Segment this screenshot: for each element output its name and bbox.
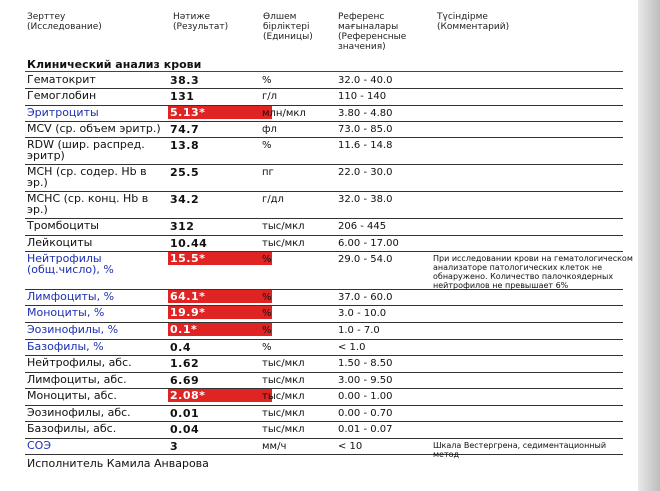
reference-range: 6.00 - 17.00 bbox=[338, 238, 399, 249]
result-unit: тыс/мкл bbox=[262, 238, 305, 249]
table-row bbox=[25, 305, 623, 323]
reference-range: 0.00 - 1.00 bbox=[338, 391, 393, 402]
result-value: 25.5 bbox=[170, 166, 200, 179]
table-row bbox=[25, 251, 633, 290]
table-row bbox=[25, 289, 623, 306]
col-header-result: Нәтиже (Результат) bbox=[173, 12, 229, 32]
reference-range: 3.80 - 4.80 bbox=[338, 108, 393, 119]
result-unit: тыс/мкл bbox=[262, 358, 305, 369]
test-name: Тромбоциты bbox=[27, 219, 99, 232]
table-row bbox=[25, 372, 623, 389]
result-value: 0.01 bbox=[170, 407, 200, 420]
flagged-result-value: 0.1* bbox=[168, 323, 272, 336]
col-header-units: Өлшем бірліктері (Единицы) bbox=[263, 12, 313, 42]
table-row bbox=[25, 339, 623, 356]
table-row bbox=[25, 218, 623, 236]
result-value: 13.8 bbox=[170, 139, 200, 152]
test-name-link[interactable]: Нейтрофилы (общ.число), % bbox=[27, 252, 114, 276]
test-name-link[interactable]: Эритроциты bbox=[27, 106, 99, 119]
reference-range: < 10 bbox=[338, 441, 363, 452]
result-unit: тыс/мкл bbox=[262, 391, 305, 402]
reference-range: < 1.0 bbox=[338, 342, 366, 353]
reference-range: 73.0 - 85.0 bbox=[338, 124, 393, 135]
test-name: Гематокрит bbox=[27, 73, 96, 86]
test-name-link[interactable]: Моноциты, % bbox=[27, 306, 105, 319]
test-name: MCH (ср. содер. Hb в эр.) bbox=[27, 165, 147, 189]
test-name: Нейтрофилы, абс. bbox=[27, 356, 132, 369]
test-name: Лейкоциты bbox=[27, 236, 93, 249]
test-name-link[interactable]: Эозинофилы, % bbox=[27, 323, 119, 336]
page-edge bbox=[638, 0, 660, 491]
result-value: 0.04 bbox=[170, 423, 200, 436]
test-name: Моноциты, абс. bbox=[27, 389, 117, 402]
result-value: 34.2 bbox=[170, 193, 200, 206]
result-unit: пг bbox=[262, 167, 274, 178]
reference-range: 0.01 - 0.07 bbox=[338, 424, 393, 435]
reference-range: 3.0 - 10.0 bbox=[338, 308, 387, 319]
result-comment: При исследовании крови на гематологическом анализаторе патологических клеток не обнаружено. Количество палочкоядерных нейтрофилов не превышает 6% bbox=[433, 254, 633, 290]
result-unit: тыс/мкл bbox=[262, 221, 305, 232]
flagged-result-value: 15.5* bbox=[168, 252, 272, 265]
reference-range: 32.0 - 40.0 bbox=[338, 75, 393, 86]
col-header-comment: Түсіндірме (Комментарий) bbox=[437, 12, 510, 32]
table-row bbox=[25, 438, 623, 459]
reference-range: 32.0 - 38.0 bbox=[338, 194, 393, 205]
table-row bbox=[25, 405, 623, 422]
result-unit: тыс/мкл bbox=[262, 408, 305, 419]
result-unit: тыс/мкл bbox=[262, 375, 305, 386]
flagged-result-value: 19.9* bbox=[168, 306, 272, 319]
result-unit: % bbox=[262, 75, 272, 86]
reference-range: 37.0 - 60.0 bbox=[338, 292, 393, 303]
performer-line: Исполнитель Камила Анварова bbox=[27, 457, 209, 470]
result-unit: % bbox=[262, 325, 272, 336]
table-row bbox=[25, 191, 623, 219]
result-value: 1.62 bbox=[170, 357, 200, 370]
test-name-link[interactable]: Базофилы, % bbox=[27, 340, 104, 353]
reference-range: 1.50 - 8.50 bbox=[338, 358, 393, 369]
table-row bbox=[25, 355, 623, 373]
reference-range: 3.00 - 9.50 bbox=[338, 375, 393, 386]
table-row bbox=[25, 421, 623, 439]
result-value: 38.3 bbox=[170, 74, 200, 87]
reference-range: 1.0 - 7.0 bbox=[338, 325, 380, 336]
result-value: 312 bbox=[170, 220, 195, 233]
table-row bbox=[25, 388, 623, 406]
col-header-study: Зерттеу (Исследование) bbox=[27, 12, 102, 32]
table-row bbox=[25, 137, 623, 165]
test-name-link[interactable]: СОЭ bbox=[27, 439, 52, 452]
col-header-reference: Референс мағыналары (Референсные значения) bbox=[338, 12, 407, 52]
table-row bbox=[25, 164, 623, 192]
result-unit: тыс/мкл bbox=[262, 424, 305, 435]
result-unit: млн/мкл bbox=[262, 108, 306, 119]
result-unit: фл bbox=[262, 124, 277, 135]
result-unit: % bbox=[262, 140, 272, 151]
test-name: Гемоглобин bbox=[27, 89, 97, 102]
result-value: 0.4 bbox=[170, 341, 191, 354]
reference-range: 11.6 - 14.8 bbox=[338, 140, 393, 151]
result-unit: % bbox=[262, 308, 272, 319]
result-value: 74.7 bbox=[170, 123, 200, 136]
table-row bbox=[25, 235, 623, 252]
test-name: Эозинофилы, абс. bbox=[27, 406, 131, 419]
test-name: Базофилы, абс. bbox=[27, 422, 117, 435]
table-row bbox=[25, 105, 623, 122]
result-unit: г/л bbox=[262, 91, 278, 102]
result-value: 3 bbox=[170, 440, 179, 453]
result-unit: % bbox=[262, 292, 272, 303]
result-unit: % bbox=[262, 254, 272, 265]
result-unit: мм/ч bbox=[262, 441, 287, 452]
result-comment: Шкала Вестергрена, седиментационный метод bbox=[433, 441, 607, 459]
reference-range: 22.0 - 30.0 bbox=[338, 167, 393, 178]
reference-range: 110 - 140 bbox=[338, 91, 387, 102]
flagged-result-value: 5.13* bbox=[168, 106, 272, 119]
reference-range: 29.0 - 54.0 bbox=[338, 254, 393, 265]
test-name: Лимфоциты, абс. bbox=[27, 373, 127, 386]
test-name: MCHC (ср. конц. Hb в эр.) bbox=[27, 192, 149, 216]
test-name-link[interactable]: Лимфоциты, % bbox=[27, 290, 115, 303]
test-name: MCV (ср. объем эритр.) bbox=[27, 122, 161, 135]
table-row bbox=[25, 322, 623, 340]
flagged-result-value: 2.08* bbox=[168, 389, 272, 402]
result-value: 6.69 bbox=[170, 374, 200, 387]
table-row bbox=[25, 72, 623, 89]
result-unit: % bbox=[262, 342, 272, 353]
result-unit: г/дл bbox=[262, 194, 284, 205]
table-row bbox=[25, 88, 623, 106]
result-value: 131 bbox=[170, 90, 195, 103]
result-value: 10.44 bbox=[170, 237, 208, 250]
section-title: Клинический анализ крови bbox=[27, 58, 202, 71]
table-row bbox=[25, 121, 623, 138]
test-name: RDW (шир. распред. эритр) bbox=[27, 138, 145, 162]
reference-range: 206 - 445 bbox=[338, 221, 387, 232]
flagged-result-value: 64.1* bbox=[168, 290, 272, 303]
reference-range: 0.00 - 0.70 bbox=[338, 408, 393, 419]
